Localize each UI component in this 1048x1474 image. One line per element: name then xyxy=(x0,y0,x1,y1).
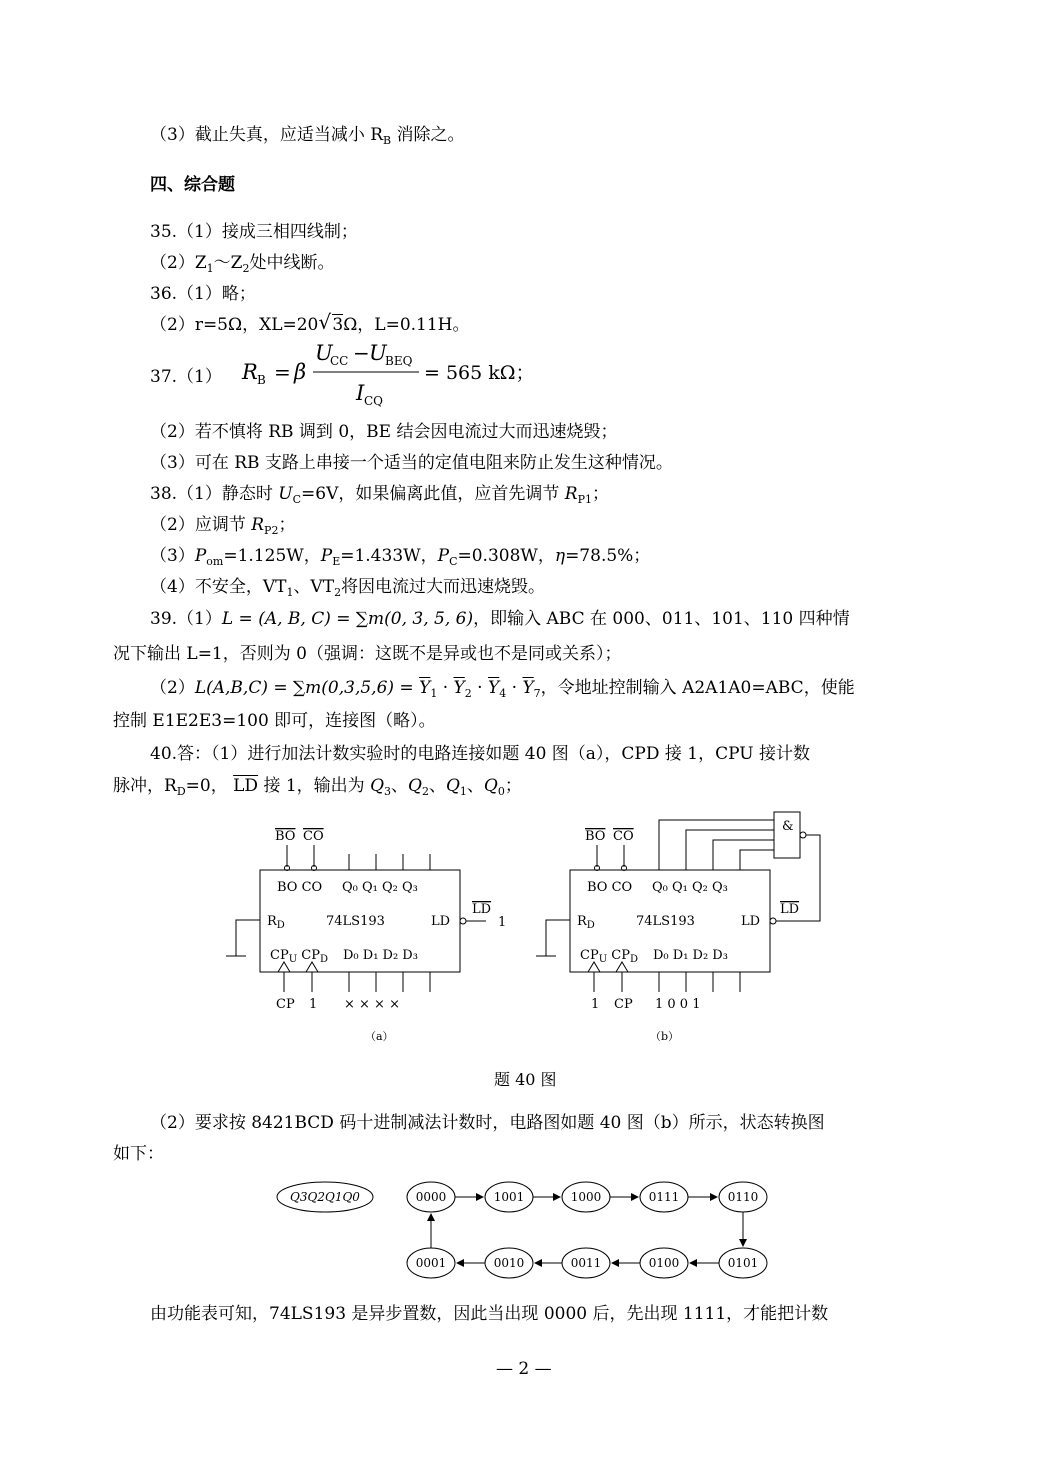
label-a-rd: $R_D$ xyxy=(267,914,285,931)
state-top-2-text: 1000 xyxy=(570,1190,602,1204)
label-a-1-in: 1 xyxy=(309,997,318,1012)
formula-num-sub2: BEQ xyxy=(385,354,413,368)
formula-beta: β xyxy=(294,360,307,384)
fig-a-label: （a） xyxy=(365,1030,394,1043)
q40-2-cont: 如下： xyxy=(113,1144,164,1164)
formula-minus: − xyxy=(353,341,370,365)
label-b-bo-top: BO xyxy=(585,829,606,844)
formula-lhs: R xyxy=(242,360,258,384)
label-b-bo: BO CO xyxy=(587,880,633,895)
last-line: 由功能表可知，74LS193 是异步置数，因此当出现 0000 后，先出现 1111，才能把计数 xyxy=(150,1304,829,1324)
q40-1: 40.答：（1）进行加法计数实验时的电路连接如题 40 图（a），CPD 接 1，CPU 接计数 xyxy=(150,744,811,764)
state-bottom-3-text: 0100 xyxy=(648,1256,680,1270)
label-a-cp: $CP_U$ $CP_D$ xyxy=(270,948,328,965)
label-a-cp-in: CP xyxy=(276,997,295,1012)
state-diagram xyxy=(275,1178,795,1288)
state-bottom-2-text: 0011 xyxy=(570,1256,602,1270)
q37-3: （3）可在 RB 支路上串接一个适当的定值电阻来防止发生这种情况。 xyxy=(150,453,673,473)
label-a-bo: BO CO xyxy=(277,880,323,895)
q38-4: （4）不安全，$VT_1$、$VT_2$将因电流过大而迅速烧毁。 xyxy=(150,577,546,599)
label-a-q: Q₀ Q₁ Q₂ Q₃ xyxy=(342,880,418,895)
state-top-3-text: 0111 xyxy=(648,1190,680,1204)
section-heading: 四、综合题 xyxy=(150,175,235,195)
label-a-ld: LD xyxy=(431,914,451,929)
q38-2: （2）应调节 $R_{P2}$； xyxy=(150,515,296,537)
q37-2: （2）若不慎将 RB 调到 0，BE 结会因电流过大而迅速烧毁； xyxy=(150,422,618,442)
state-bottom-1-text: 0010 xyxy=(493,1256,525,1270)
label-b-ld: LD xyxy=(741,914,761,929)
label-b-co-top: CO xyxy=(613,829,634,844)
figure-caption: 题 40 图 xyxy=(494,1070,557,1089)
q38-3: $(3)P_{om}=1.125W$，$P_E=1.433W$，$P_C=0.308W$，η=78.5%； xyxy=(150,546,651,568)
q39-2: $(2)L(A,B,C) = \sum m(0,3,5,6) = \overline{Y}_1 \cdot \overline{Y}_2 \cdot \overline{Y}_4 \cdot \overline{Y}_7$，令地址控制输入 A2A1A0=ABC，使能 xyxy=(150,678,855,700)
formula-num-sub1: CC xyxy=(330,354,349,368)
q36-2: （2）r=5Ω，XL=20 √ 3Ω，L=0.11H。 xyxy=(150,310,470,335)
formula-num-u2: U xyxy=(369,341,387,365)
q39-2-cont: 控制 E1E2E3=100 即可，连接图（略）。 xyxy=(113,711,436,731)
and-symbol: & xyxy=(782,819,794,834)
q39-1: 39.（1）L = (A, B, C) = ∑m(0, 3, 5, 6)，即输入 ABC 在 000、011、101、110 四种情 xyxy=(150,609,850,629)
circuit-b xyxy=(536,812,820,992)
q35-2: $(2)Z_1\sim Z_2$处中线断。 xyxy=(150,253,335,275)
q40-2: （2）要求按 8421BCD 码十进制减法计数时，电路图如题 40 图（b）所示，状态转换图 xyxy=(150,1113,825,1133)
label-b-q: Q₀ Q₁ Q₂ Q₃ xyxy=(652,880,728,895)
q37-formula xyxy=(238,338,538,408)
q35-1: 35.（1）接成三相四线制； xyxy=(150,222,358,242)
formula-eq: = xyxy=(274,360,291,384)
formula-lhs-sub: B xyxy=(257,373,266,387)
q40-1-cont: 脉冲，$R_D=0$， $\overline{LD}$ 接 1，输出为 $Q_3$、$Q_2$、$Q_1$、$Q_0$； xyxy=(113,776,522,798)
formula-rhs: = 565 kΩ； xyxy=(424,362,535,384)
formula-den-sub: CQ xyxy=(364,394,384,408)
q39-1-cont: 况下输出 L=1，否则为 0（强调：这既不是异或也不是同或关系）； xyxy=(113,644,622,664)
label-a-co-top: CO xyxy=(303,829,324,844)
q38-1: 38.（1）静态时 $U_C=6V$，如果偏离此值，应首先调节 $R_{P1}$； xyxy=(150,484,609,506)
label-b-ld-top: LD xyxy=(780,902,800,917)
label-b-rd: $R_D$ xyxy=(577,914,595,931)
state-top-4-text: 0110 xyxy=(727,1190,759,1204)
state-top-1-text: 1001 xyxy=(493,1190,525,1204)
chip-b-name: 74LS193 xyxy=(636,914,695,929)
q37-1: 37.（1） xyxy=(150,367,222,387)
page-number: — 2 — xyxy=(496,1359,552,1379)
label-b-d-vals: 1 0 0 1 xyxy=(655,997,701,1012)
formula-num-u: U xyxy=(315,341,333,365)
label-a-d: D₀ D₁ D₂ D₃ xyxy=(343,948,418,963)
line-p1: （3）截止失真，应适当减小 $R_B$ 消除之。 xyxy=(150,125,465,147)
state-label: Q3Q2Q1Q0 xyxy=(290,1190,360,1204)
label-b-d: D₀ D₁ D₂ D₃ xyxy=(653,948,728,963)
state-top-0-text: 0000 xyxy=(415,1190,447,1204)
state-bottom-0-text: 0001 xyxy=(415,1256,447,1270)
label-a-ld-val: 1 xyxy=(498,915,507,930)
state-bottom-4-text: 0101 xyxy=(727,1256,759,1270)
figure-40 xyxy=(220,810,840,1050)
label-b-cp: $CP_U$ $CP_D$ xyxy=(580,948,638,965)
fig-b-label: （b） xyxy=(650,1030,680,1043)
sqrt-radicand: √ 3 xyxy=(318,310,344,335)
formula-den: I xyxy=(356,381,365,405)
label-a-x: × × × × xyxy=(344,997,400,1012)
chip-a-name: 74LS193 xyxy=(326,914,385,929)
q36-1: 36.（1）略； xyxy=(150,284,256,304)
label-b-1-in: 1 xyxy=(591,997,600,1012)
label-b-cp-in: CP xyxy=(614,997,633,1012)
label-a-bo-top: BO xyxy=(275,829,296,844)
label-a-ld-top: LD xyxy=(472,902,492,917)
